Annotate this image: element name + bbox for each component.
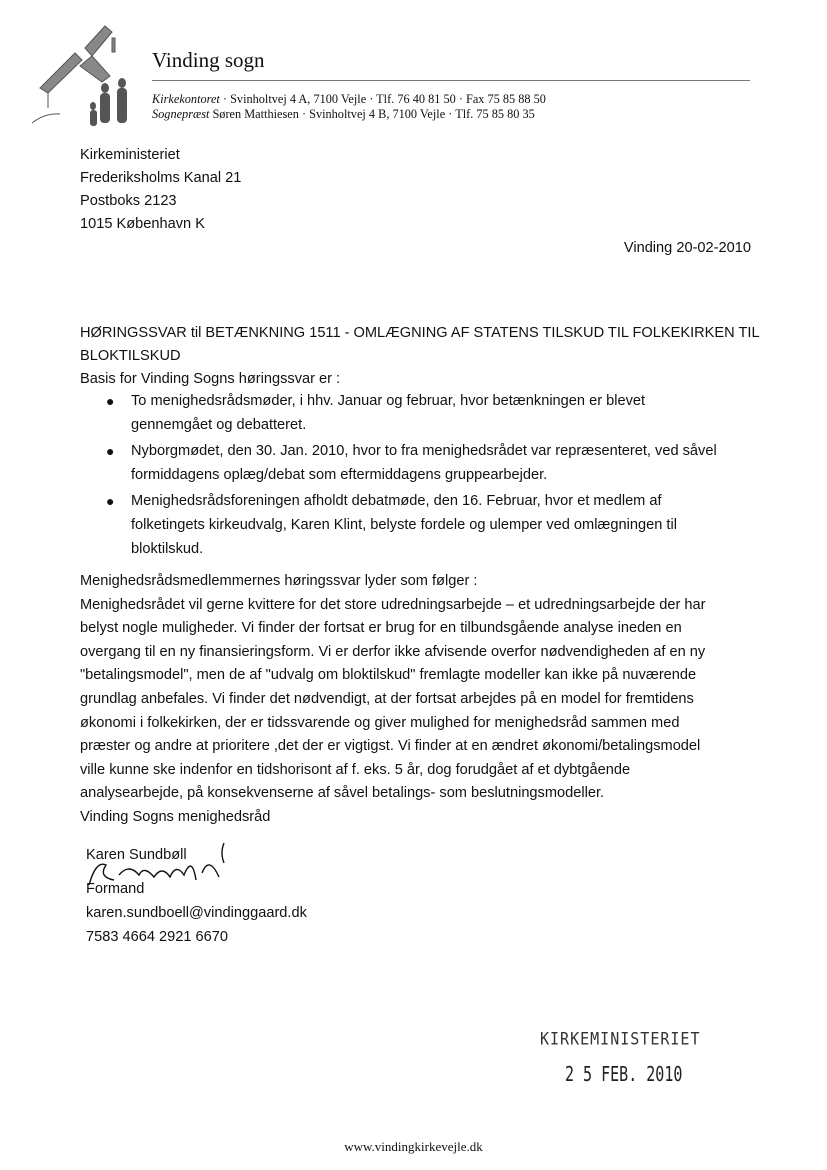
recipient-line: Frederiksholms Kanal 21 (80, 170, 242, 186)
bullet-line: To menighedsrådsmøder, i hhv. Januar og februar, hvor betænkningen er blevet (131, 393, 646, 409)
intro-line: Basis for Vinding Sogns høringssvar er : (80, 371, 341, 387)
bullet-line: gennemgået og debatteret. (131, 417, 307, 433)
bullet-line: bloktilskud. (131, 541, 204, 557)
subject (80, 322, 760, 391)
letterhead-divider (152, 80, 750, 81)
bullet-line: Menighedsrådsforeningen afholdt debatmøde, den 16. Februar, hvor et medlem af (131, 493, 662, 509)
bullet-item (80, 489, 717, 561)
recipient-address (80, 144, 241, 236)
priest-contact (152, 107, 546, 122)
body-text (80, 570, 706, 830)
priest-details: Søren Matthiesen · Svinholtvej 4 B, 7100 Vejle · Tlf. 75 85 80 35 (209, 107, 535, 121)
priest-label: Sognepræst (152, 107, 210, 121)
recipient-line: Kirkeministeriet (80, 147, 180, 163)
body-line: ville kunne ske indenfor en tidshorisont af f. eks. 5 år, dog forudgået af et dybtgående (80, 761, 631, 778)
bullet-list (80, 389, 717, 563)
bullet-item (80, 389, 717, 437)
signer-name: Karen Sundbøll (86, 847, 187, 863)
body-line: Menighedsrådet vil gerne kvittere for det store udredningsarbejde – et udredningsarbejde der har (80, 596, 706, 613)
bullet-icon: ● (106, 393, 115, 409)
body-line: belyst nogle muligheder. Vi finder der fortsat er brug for en tilbundsgående analyse ineden en (80, 620, 682, 637)
body-line: Vinding Sogns menighedsråd (80, 808, 271, 825)
letterhead-contact (152, 92, 546, 122)
office-details: · Svinholtvej 4 A, 7100 Vejle · Tlf. 76 40 81 50 · Fax 75 85 88 50 (219, 92, 546, 106)
bullet-line: Nyborgmødet, den 30. Jan. 2010, hvor to fra menighedsrådet var repræsenteret, ved såvel (131, 443, 717, 459)
bullet-icon: ● (106, 493, 115, 509)
body-line: præster og andre at prioritere ,det der er vigtigst. Vi finder at en ændret økonomi/betalingsmodel (80, 738, 701, 755)
bullet-line: formiddagens oplæg/debat som eftermiddagens gruppearbejder. (131, 467, 548, 483)
signer-email: karen.sundboell@vindinggaard.dk (86, 905, 307, 921)
handwritten-signature (84, 835, 244, 895)
office-label: Kirkekontoret (152, 92, 220, 106)
body-line: overgang til en ny finansieringsform. Vi er derfor ikke afvisende overfor nødvendigheden af en ny (80, 643, 706, 660)
body-line: Menighedsrådsmedlemmernes høringssvar lyder som følger : (80, 573, 478, 589)
footer-website: www.vindingkirkevejle.dk (344, 1139, 483, 1154)
letter-date: Vinding 20-02-2010 (623, 240, 751, 256)
subject-line: BLOKTILSKUD (80, 348, 181, 364)
organization-name: Vinding sogn (152, 48, 265, 72)
received-stamp-date: 2 5 FEB. 2010 (565, 1062, 683, 1086)
church-logo (30, 18, 140, 133)
recipient-line: 1015 København K (80, 216, 205, 232)
recipient-line: Postboks 2123 (80, 193, 177, 209)
bullet-line: folketingets kirkeudvalg, Karen Klint, belyste fordele og ulemper ved omlægningen til (131, 517, 677, 533)
office-contact (152, 92, 546, 107)
signer-phone: 7583 4664 2921 6670 (86, 929, 229, 945)
bullet-icon: ● (106, 443, 115, 459)
signer-title: Formand (86, 881, 145, 897)
body-line: økonomi i folkekirken, der er tidssvarende og giver mulighed for menighedsråd sammen med (80, 714, 680, 731)
bullet-item (80, 439, 717, 487)
received-stamp-org: KIRKEMINISTERIET (540, 1029, 701, 1049)
body-line: analysearbejde, på konsekvenserne af såvel betalings- som beslutningsmodeller. (80, 785, 605, 802)
subject-line: HØRINGSSVAR til BETÆNKNING 1511 - OMLÆGNING AF STATENS TILSKUD TIL FOLKEKIRKEN TIL (80, 325, 760, 341)
body-line: "betalingsmodel", men de af "udvalg om bloktilskud" fremlagte modeller kan ikke på nuværende (80, 667, 697, 684)
body-line: grundlag anbefales. Vi finder det nødvendigt, at der fortsat arbejdes på en model for fremtidens (80, 690, 694, 707)
